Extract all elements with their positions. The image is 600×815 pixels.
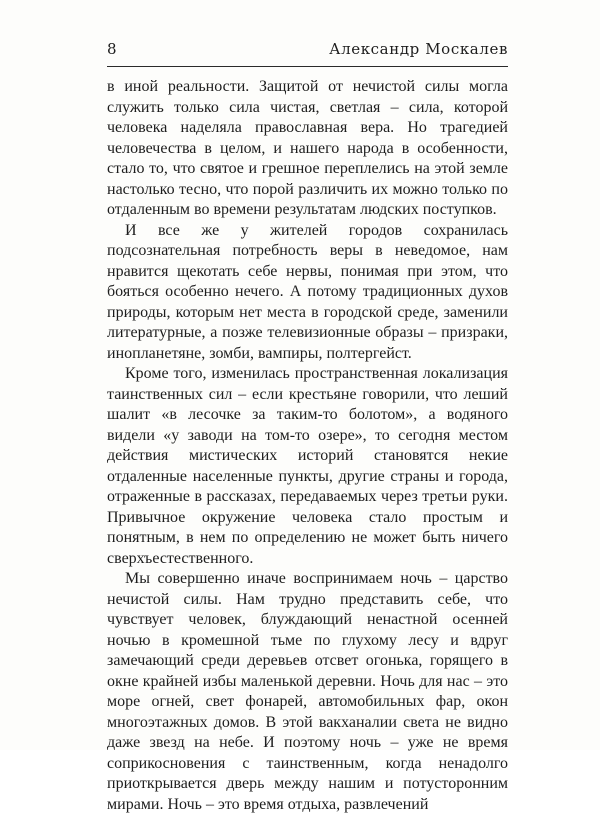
page-number: 8 <box>107 40 117 58</box>
running-head-author: Александр Москалев <box>329 40 508 58</box>
header-rule <box>107 66 508 67</box>
paragraph: Мы совершенно иначе воспринимаем ночь – царство нечистой силы. Нам трудно представить себе, что чувствует человек, блуждающий ненастной осенней ночью в кромешной тьме по глухому лесу и вдруг замечающий среди деревьев отсвет огонька, горящего в окне крайней избы маленькой деревни. Ночь для нас – это море огней, свет фонарей, автомобильных фар, окон многоэтажных домов. В этой вакханалии света не видно даже звезд на небе. И поэтому ночь – уже не время соприкосновения с таинственным, когда ненадолго приоткрывается дверь между нашим и потусторонним мирами. Ночь – это время отдыха, развлечений <box>107 570 508 813</box>
paragraph: И все же у жителей городов сохранилась подсознательная потребность веры в неведомое, нам нравится щекотать себе нервы, понимая при этом, что бояться особенно нечего. А потому традиционных духов природы, которым нет места в городской среде, заменили литературные, а позже телевизионные образы – призраки, инопланетяне, зомби, вампиры, полтергейст. <box>107 221 508 362</box>
paragraph: в иной реальности. Защитой от нечистой силы могла служить только сила чистая, светлая – сила, которой человека наделяла православная вера. Но трагедией человечества в целом, и нашего народа в особенности, стало то, что святое и грешное переплелись на этой земле настолько тесно, что порой различить их можно только по отдаленным во времени результатам людских поступков. <box>107 78 508 218</box>
page-header <box>107 40 508 62</box>
body-text <box>107 77 508 815</box>
paragraph: Кроме того, изменилась пространственная локализация таинственных сил – если крестьяне говорили, что леший шалит «в лесочке за таким-то болотом», а водяного видели «у заводи на том-то озере», то сегодня местом действия мистических историй становятся некие отдаленные населенные пункты, другие страны и города, отраженные в рассказах, передаваемых через третьи руки. Привычное окружение человека стало простым и понятным, в нем по определению не может быть ничего сверхъестественного. <box>107 365 508 567</box>
